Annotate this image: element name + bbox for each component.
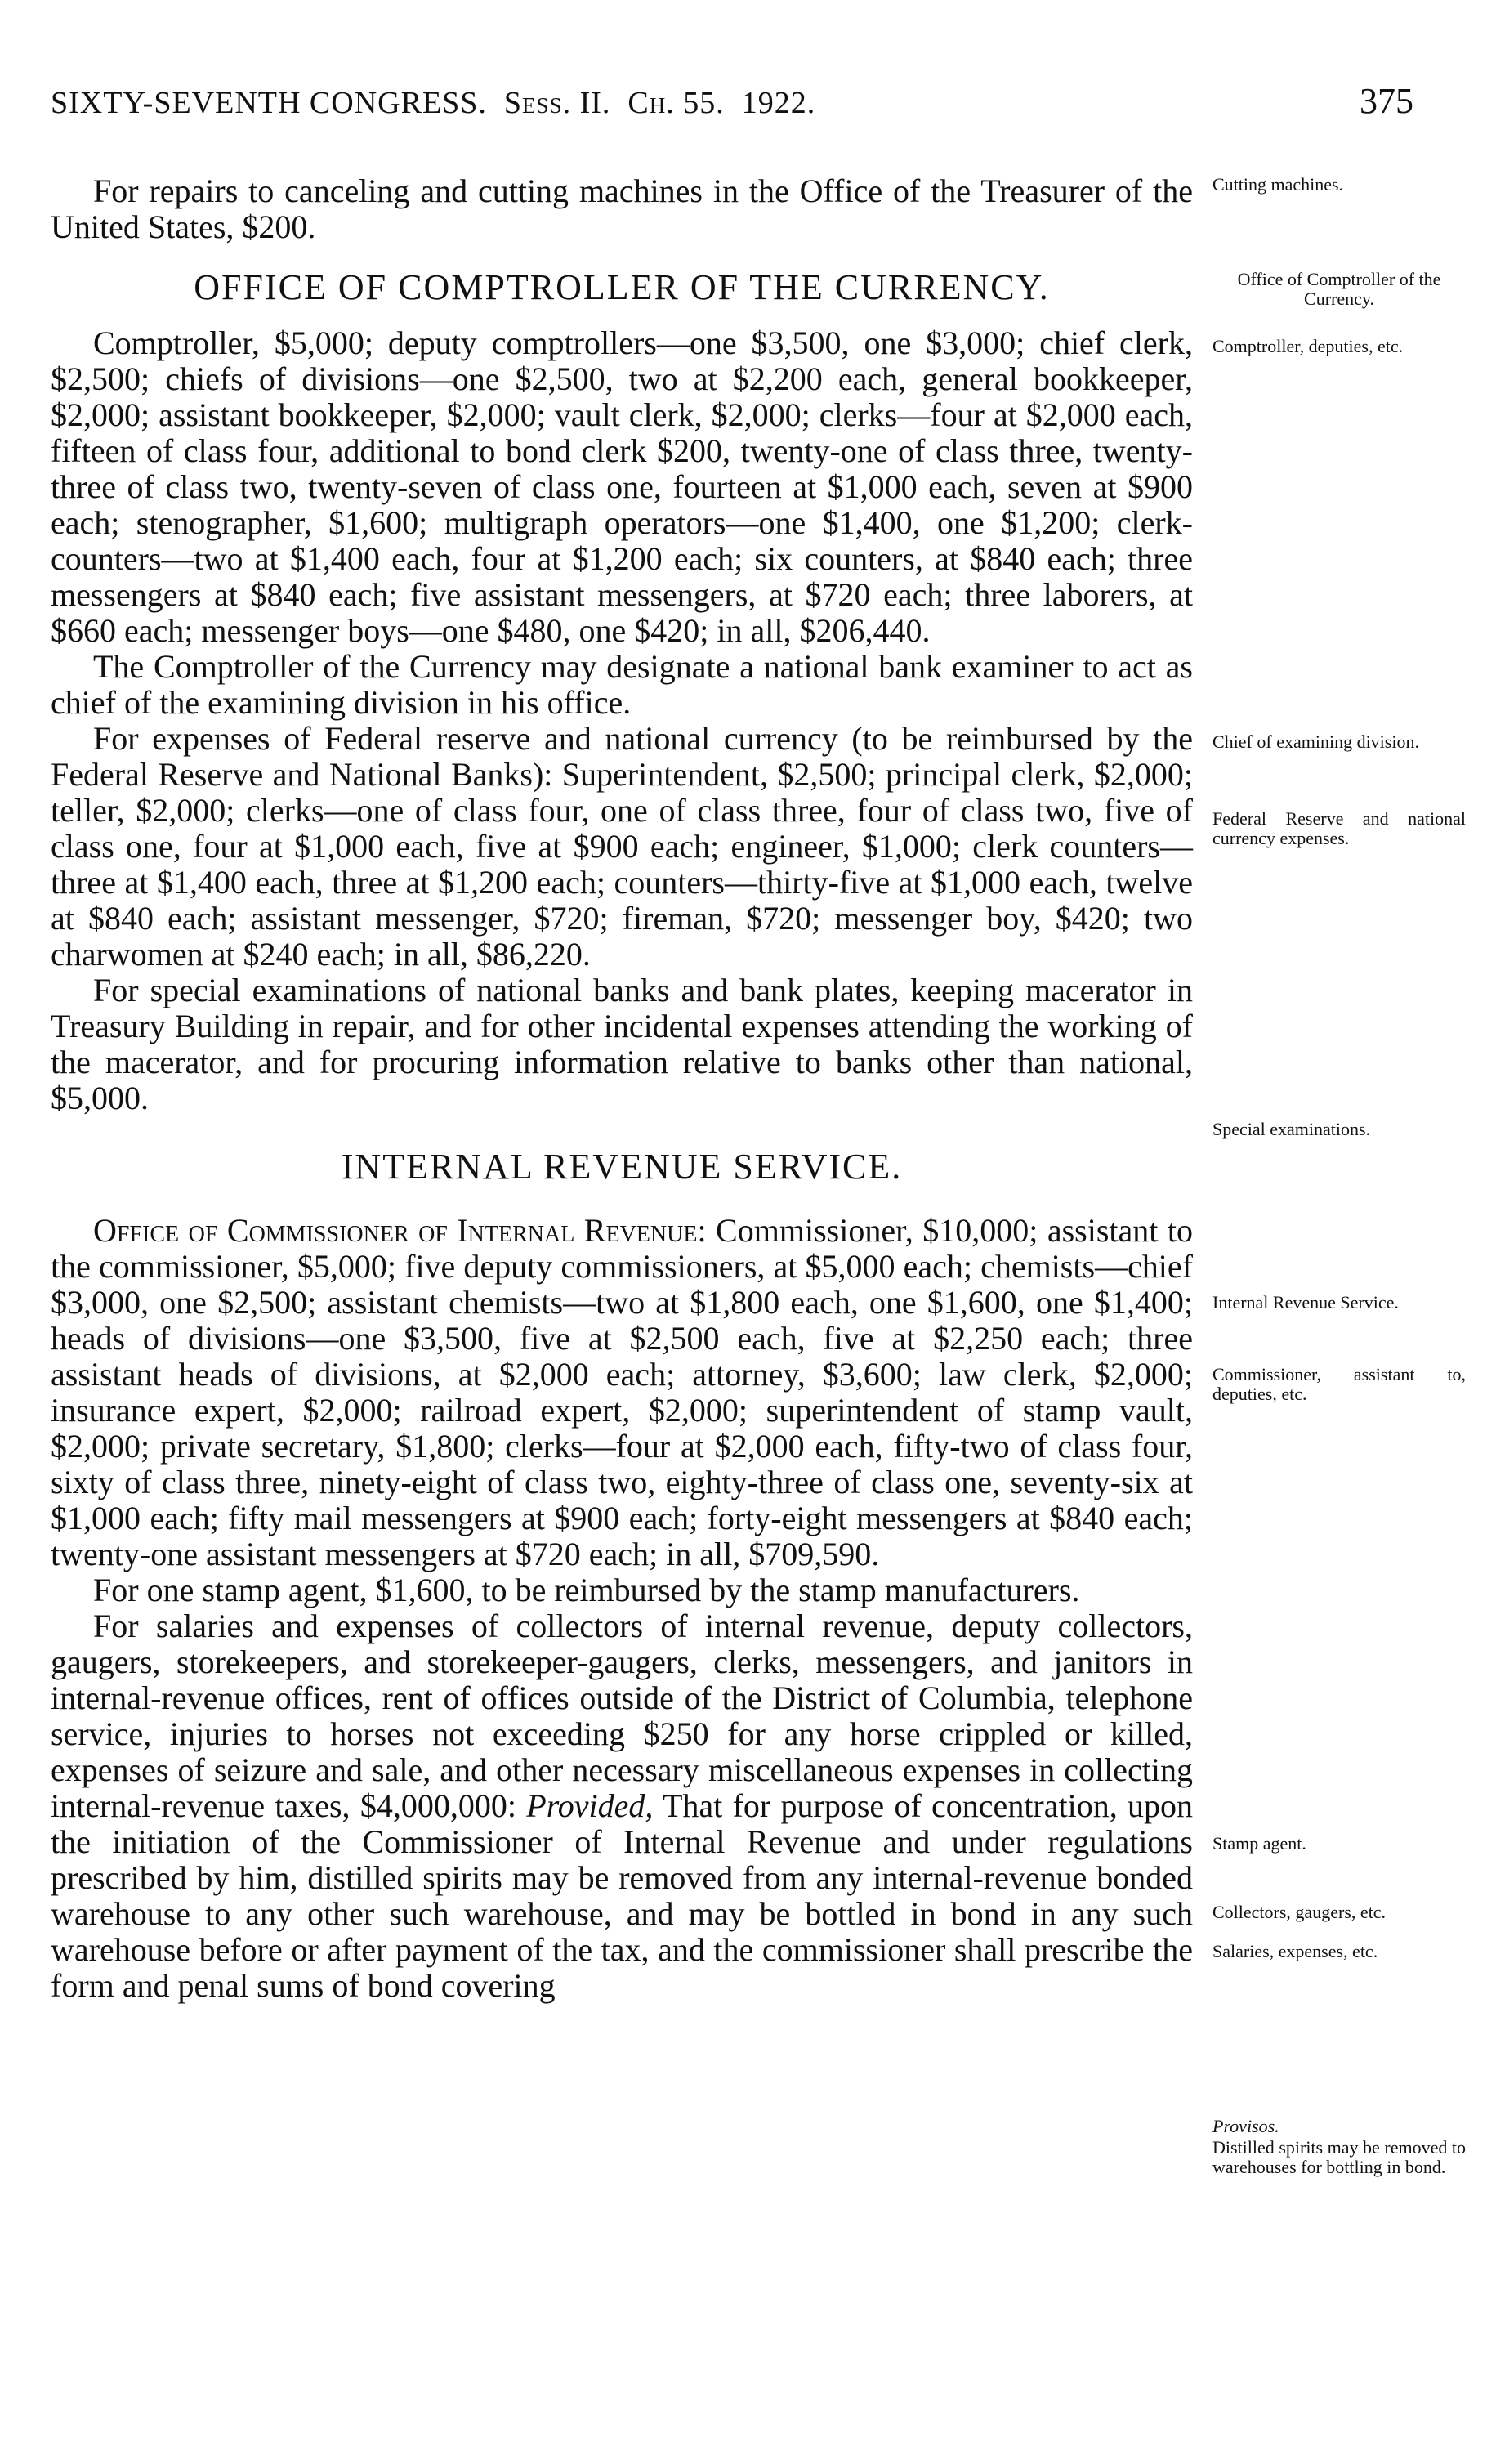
comptroller-heading: OFFICE OF COMPTROLLER OF THE CURRENCY. xyxy=(194,267,1050,307)
header-title-line xyxy=(51,85,815,121)
margin-note-distilled-spirits: Distilled spirits may be removed to warehouses for bottling in bond. xyxy=(1212,2137,1466,2177)
margin-note-chief-examining: Chief of examining division. xyxy=(1212,731,1419,752)
session-label: Sess. II. xyxy=(503,86,611,120)
margin-note-commissioner-assistant: Commissioner, assistant to, deputies, etc. xyxy=(1212,1364,1466,1404)
commissioner-text: Commissioner, $10,000; assistant to the commissioner, $5,000; five deputy commissioners, at $5,000 each; chemists—chief $3,000, one $2,500; assistant chemists—two at $1,800 each, one $1,600, one $1,400; heads of divisions—one $3,500, five at $2,500 each, five at $2,250 each; three assistant heads of divisions, at $2,000 each; attorney, $3,600; law clerk, $2,000; insurance expert, $2,000; railroad expert, $2,000; superintendent of stamp vault, $2,000; private secretary, $1,800; clerks—four at $2,000 each, fifty-two of class four, sixty of class three, ninety-eight of class two, eighty-three of class one, seventy-six at $1,000 each; fifty mail messengers at $900 each; forty-eight messengers at $840 each; twenty-one assistant messengers at $720 each; in all, $709,590. xyxy=(51,1212,1193,1572)
margin-note-internal-revenue: Internal Revenue Service. xyxy=(1212,1292,1399,1312)
commissioner-paragraph xyxy=(51,1213,1193,1572)
margin-note-comptroller-deputies: Comptroller, deputies, etc. xyxy=(1212,336,1404,356)
provided-word: Provided, xyxy=(526,1787,654,1824)
federal-reserve-paragraph: For expenses of Federal reserve and national currency (to be reimbursed by the Federal Reserve and National Banks): Superintendent, $2,500; principal clerk, $2,000; teller, $2,000; clerks—one of class four, one of class three, four of class two, five of class one, four at $1,000 each, five at $900 each; engineer, $1,000; clerk counters—three at $1,400 each, three at $1,200 each; counters—thirty-five at $1,000 each, twelve at $840 each; assistant messenger, $720; fireman, $720; messenger boy, $420; two charwomen at $240 each; in all, $86,220. xyxy=(51,720,1193,973)
examining-paragraph: The Comptroller of the Currency may designate a national bank examiner to act as chief of the examining division in his office. xyxy=(51,648,1193,721)
page-number: 375 xyxy=(1360,81,1413,121)
collectors-text-end: That for purpose of concentration, upon the initiation of the Commissioner of Internal Revenue and under regulations prescribed by him, distilled spirits may be removed from any internal-revenue bonded warehouse to any other such warehouse, and may be bottled in bond in any such warehouse before or after payment of the tax, and the commissioner shall prescribe the form and penal sums of bond covering xyxy=(51,1787,1194,2004)
margin-note-federal-reserve: Federal Reserve and national currency expenses. xyxy=(1212,808,1466,848)
margin-note-office-comptroller: Office of Comptroller of the Currency. xyxy=(1237,269,1441,309)
stamp-agent-paragraph: For one stamp agent, $1,600, to be reimbursed by the stamp manufacturers. xyxy=(93,1572,1080,1608)
margin-note-special-examinations: Special examinations. xyxy=(1212,1119,1371,1139)
margin-note-provisos-wrapper xyxy=(1212,2117,1466,2136)
margin-note-provisos: Provisos. xyxy=(1212,2116,1279,2136)
running-header xyxy=(51,85,1193,134)
special-exam-paragraph: For special examinations of national banks and bank plates, keeping macerator in Treasury Building in repair, and for other incidental expenses attending the working of the macerator, and for procuring information relative to banks other than national, $5,000. xyxy=(51,972,1193,1116)
internal-revenue-heading: INTERNAL REVENUE SERVICE. xyxy=(341,1147,903,1187)
margin-note-collectors-gaugers: Collectors, gaugers, etc. xyxy=(1212,1902,1386,1922)
commissioner-lead: Office of Commissioner of Internal Revenue: xyxy=(93,1212,707,1249)
running-title: SIXTY-SEVENTH CONGRESS. xyxy=(51,86,487,120)
margin-note-stamp-agent: Stamp agent. xyxy=(1212,1833,1306,1854)
collectors-paragraph xyxy=(51,1608,1193,2004)
collectors-text-start: For salaries and expenses of collectors of internal revenue, deputy collectors, gaugers, storekeepers, and storekeeper-gaugers, clerks, messengers, and janitors in internal-revenue offices, rent of offices outside of the District of Columbia, telephone service, injuries to horses not exceeding $250 for any horse crippled or killed, expenses of seizure and sale, and other necessary miscellaneous expenses in collecting internal-revenue taxes, $4,000,000: xyxy=(51,1608,1193,1824)
chapter-label: Ch. 55. xyxy=(627,86,725,120)
comptroller-paragraph: Comptroller, $5,000; deputy comptrollers—one $3,500, one $3,000; chief clerk, $2,500; chiefs of divisions—one $2,500, two at $2,200 each, general bookkeeper, $2,000; assistant bookkeeper, $2,000; vault clerk, $2,000; clerks—four at $2,000 each, fifteen of class four, additional to bond clerk $200, twenty-one of class three, twenty-three of class two, twenty-seven of class one, fourteen at $1,000 each, seven at $900 each; stenographer, $1,600; multigraph operators—one $1,400, one $1,200; clerk-counters—two at $1,400 each, four at $1,200 each; six counters, at $840 each; three messengers at $840 each; five assistant messengers, at $720 each; three laborers, at $660 each; messenger boys—one $480, one $420; in all, $206,440. xyxy=(51,324,1193,649)
margin-note-cutting-machines: Cutting machines. xyxy=(1212,174,1344,195)
year-label: 1922. xyxy=(741,86,816,120)
intro-paragraph: For repairs to canceling and cutting machines in the Office of the Treasurer of the United States, $200. xyxy=(51,172,1193,245)
margin-note-salaries-expenses: Salaries, expenses, etc. xyxy=(1212,1941,1378,1961)
main-text-column xyxy=(51,173,1193,2004)
